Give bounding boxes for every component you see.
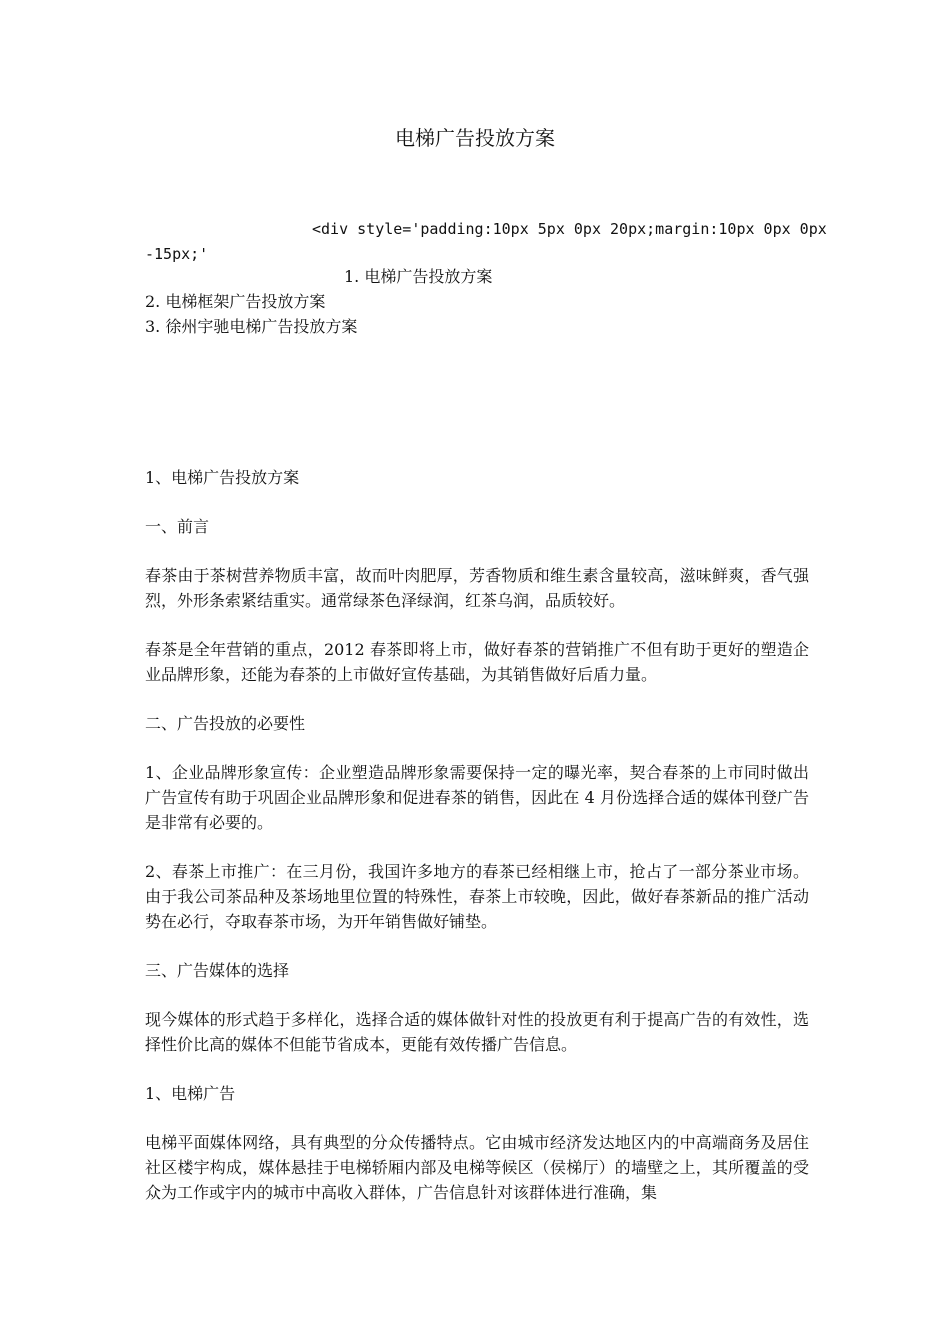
toc-item-3[interactable]: 3. 徐州宇驰电梯广告投放方案	[145, 317, 358, 336]
toc-item-2[interactable]: 2. 电梯框架广告投放方案	[145, 292, 326, 311]
body-paragraph: 2、春茶上市推广：在三月份，我国许多地方的春茶已经相继上市，抢占了一部分茶业市场。由于我公司茶品种及茶场地里位置的特殊性，春茶上市较晚，因此，做好春茶新品的推广活动势在必行，夺取春茶市场，为开年销售做好铺垫。	[145, 862, 809, 931]
section-heading: 1、电梯广告投放方案	[145, 468, 300, 487]
body-paragraph: 春茶由于茶树营养物质丰富，故而叶肉肥厚，芳香物质和维生素含量较高，滋味鲜爽，香气强烈，外形条索紧结重实。通常绿茶色泽绿润，红茶乌润，品质较好。	[145, 566, 809, 610]
section-heading: 一、前言	[145, 517, 210, 536]
body-paragraph: 春茶是全年营销的重点，2012 春茶即将上市，做好春茶的营销推广不但有助于更好的塑造企业品牌形象，还能为春茶的上市做好宣传基础，为其销售做好后盾力量。	[145, 640, 809, 684]
body-paragraph: 电梯平面媒体网络，具有典型的分众传播特点。它由城市经济发达地区内的中高端商务及居住社区楼宇构成，媒体悬挂于电梯轿厢内部及电梯等候区（侯梯厅）的墙壁之上，其所覆盖的受众为工作或宇内的城市中高收入群体，广告信息针对该群体进行准确，集	[145, 1133, 809, 1202]
body-paragraph: 1、企业品牌形象宣传：企业塑造品牌形象需要保持一定的曝光率，契合春茶的上市同时做出广告宣传有助于巩固企业品牌形象和促进春茶的销售，因此在 4 月份选择合适的媒体刊登广告是非常有必要的。	[145, 763, 809, 832]
section-heading: 三、广告媒体的选择	[145, 961, 290, 980]
code-snippet-line-1: <div style='padding:10px 5px 0px 20px;margin:10px 0px 0px	[312, 220, 827, 238]
document-title: 电梯广告投放方案	[395, 126, 555, 150]
document-body	[145, 465, 809, 1229]
section-heading: 二、广告投放的必要性	[145, 714, 306, 733]
code-snippet-line-2: -15px;'	[145, 245, 209, 263]
section-heading: 1、电梯广告	[145, 1084, 236, 1103]
body-paragraph: 现今媒体的形式趋于多样化，选择合适的媒体做针对性的投放更有利于提高广告的有效性，选择性价比高的媒体不但能节省成本，更能有效传播广告信息。	[145, 1010, 809, 1054]
toc-item-1[interactable]: 1. 电梯广告投放方案	[344, 267, 493, 286]
